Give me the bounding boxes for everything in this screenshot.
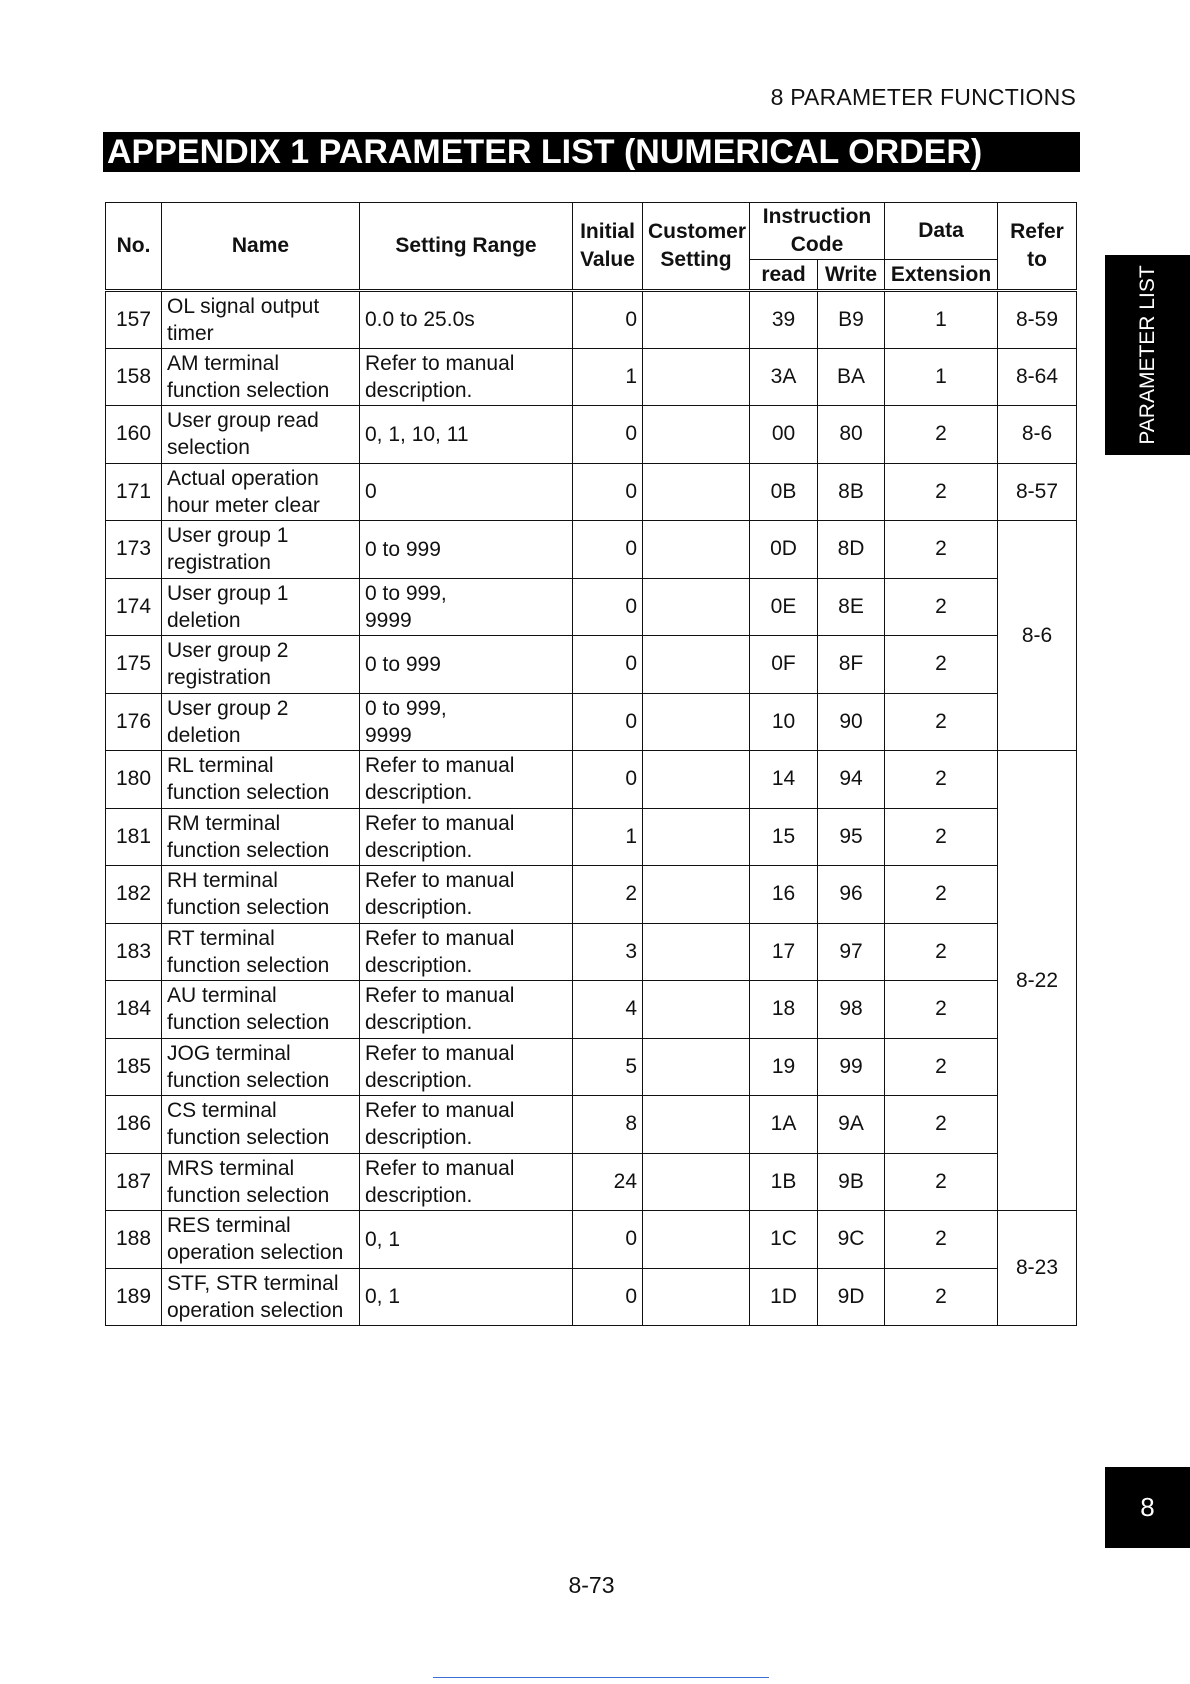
cell-setting-range: 0, 1 bbox=[360, 1268, 573, 1326]
cell-customer-setting bbox=[643, 406, 750, 464]
cell-read-code: 16 bbox=[750, 866, 818, 924]
cell-refer-to: 8-57 bbox=[998, 463, 1077, 521]
cell-data-extension: 2 bbox=[885, 751, 998, 809]
header-data: Data bbox=[885, 203, 998, 260]
cell-name: User group read selection bbox=[162, 406, 360, 464]
cell-customer-setting bbox=[643, 866, 750, 924]
cell-setting-range: 0 bbox=[360, 463, 573, 521]
cell-read-code: 18 bbox=[750, 981, 818, 1039]
cell-write-code: BA bbox=[818, 348, 885, 406]
cell-data-extension: 1 bbox=[885, 291, 998, 349]
cell-setting-range: 0.0 to 25.0s bbox=[360, 291, 573, 349]
cell-initial-value: 5 bbox=[573, 1038, 643, 1096]
cell-initial-value: 4 bbox=[573, 981, 643, 1039]
cell-write-code: 8B bbox=[818, 463, 885, 521]
cell-write-code: 9C bbox=[818, 1211, 885, 1269]
cell-refer-to: 8-23 bbox=[998, 1211, 1077, 1326]
table-row bbox=[106, 463, 1077, 521]
cell-customer-setting bbox=[643, 981, 750, 1039]
cell-name: OL signal output timer bbox=[162, 291, 360, 349]
table-row bbox=[106, 866, 1077, 924]
cell-name: STF, STR terminal operation selection bbox=[162, 1268, 360, 1326]
cell-no: 189 bbox=[106, 1268, 162, 1326]
cell-write-code: 95 bbox=[818, 808, 885, 866]
cell-write-code: 94 bbox=[818, 751, 885, 809]
cell-data-extension: 2 bbox=[885, 1268, 998, 1326]
table-row bbox=[106, 1038, 1077, 1096]
table-row bbox=[106, 1096, 1077, 1154]
cell-refer-to: 8-22 bbox=[998, 751, 1077, 1211]
cell-data-extension: 2 bbox=[885, 1038, 998, 1096]
cell-data-extension: 1 bbox=[885, 348, 998, 406]
cell-data-extension: 2 bbox=[885, 693, 998, 751]
cell-write-code: 8D bbox=[818, 521, 885, 579]
cell-customer-setting bbox=[643, 578, 750, 636]
cell-name: AU terminal function selection bbox=[162, 981, 360, 1039]
cell-data-extension: 2 bbox=[885, 1096, 998, 1154]
cell-read-code: 0F bbox=[750, 636, 818, 694]
cell-initial-value: 0 bbox=[573, 291, 643, 349]
table-row bbox=[106, 636, 1077, 694]
cell-initial-value: 0 bbox=[573, 406, 643, 464]
header-no: No. bbox=[106, 203, 162, 291]
cell-data-extension: 2 bbox=[885, 923, 998, 981]
cell-setting-range: 0 to 999 bbox=[360, 636, 573, 694]
cell-initial-value: 0 bbox=[573, 1211, 643, 1269]
parameter-table bbox=[105, 202, 1077, 1326]
cell-setting-range: Refer to manual description. bbox=[360, 348, 573, 406]
cell-no: 180 bbox=[106, 751, 162, 809]
cell-customer-setting bbox=[643, 1038, 750, 1096]
cell-read-code: 3A bbox=[750, 348, 818, 406]
cell-no: 182 bbox=[106, 866, 162, 924]
cell-initial-value: 24 bbox=[573, 1153, 643, 1211]
table-row bbox=[106, 693, 1077, 751]
cell-name: User group 1 deletion bbox=[162, 578, 360, 636]
cell-setting-range: 0 to 999, 9999 bbox=[360, 693, 573, 751]
cell-setting-range: Refer to manual description. bbox=[360, 1038, 573, 1096]
cell-read-code: 1A bbox=[750, 1096, 818, 1154]
cell-name: RES terminal operation selection bbox=[162, 1211, 360, 1269]
cell-customer-setting bbox=[643, 291, 750, 349]
cell-initial-value: 0 bbox=[573, 463, 643, 521]
cell-customer-setting bbox=[643, 463, 750, 521]
cell-data-extension: 2 bbox=[885, 406, 998, 464]
cell-initial-value: 0 bbox=[573, 578, 643, 636]
cell-customer-setting bbox=[643, 1268, 750, 1326]
cell-data-extension: 2 bbox=[885, 808, 998, 866]
running-header: 8 PARAMETER FUNCTIONS bbox=[770, 84, 1076, 110]
table-row bbox=[106, 808, 1077, 866]
cell-setting-range: Refer to manual description. bbox=[360, 923, 573, 981]
cell-data-extension: 2 bbox=[885, 636, 998, 694]
cell-write-code: 9D bbox=[818, 1268, 885, 1326]
cell-read-code: 0E bbox=[750, 578, 818, 636]
cell-initial-value: 0 bbox=[573, 693, 643, 751]
cell-setting-range: 0 to 999 bbox=[360, 521, 573, 579]
cell-setting-range: Refer to manual description. bbox=[360, 808, 573, 866]
cell-read-code: 14 bbox=[750, 751, 818, 809]
cell-initial-value: 3 bbox=[573, 923, 643, 981]
cell-no: 157 bbox=[106, 291, 162, 349]
cell-name: User group 2 registration bbox=[162, 636, 360, 694]
cell-data-extension: 2 bbox=[885, 866, 998, 924]
cell-no: 171 bbox=[106, 463, 162, 521]
cell-read-code: 17 bbox=[750, 923, 818, 981]
cell-setting-range: 0 to 999, 9999 bbox=[360, 578, 573, 636]
cell-no: 183 bbox=[106, 923, 162, 981]
cell-name: RM terminal function selection bbox=[162, 808, 360, 866]
cell-write-code: 8E bbox=[818, 578, 885, 636]
cell-name: JOG terminal function selection bbox=[162, 1038, 360, 1096]
cell-read-code: 15 bbox=[750, 808, 818, 866]
table-row bbox=[106, 751, 1077, 809]
cell-customer-setting bbox=[643, 636, 750, 694]
cell-setting-range: Refer to manual description. bbox=[360, 981, 573, 1039]
cell-read-code: 1D bbox=[750, 1268, 818, 1326]
cell-no: 187 bbox=[106, 1153, 162, 1211]
header-initial-value: Initial Value bbox=[573, 203, 643, 291]
cell-write-code: 80 bbox=[818, 406, 885, 464]
cell-no: 184 bbox=[106, 981, 162, 1039]
cell-data-extension: 2 bbox=[885, 1153, 998, 1211]
cell-no: 173 bbox=[106, 521, 162, 579]
cell-customer-setting bbox=[643, 1153, 750, 1211]
table-row bbox=[106, 406, 1077, 464]
table-row bbox=[106, 348, 1077, 406]
cell-write-code: 98 bbox=[818, 981, 885, 1039]
cell-refer-to: 8-59 bbox=[998, 291, 1077, 349]
cell-customer-setting bbox=[643, 348, 750, 406]
cell-no: 188 bbox=[106, 1211, 162, 1269]
cell-no: 176 bbox=[106, 693, 162, 751]
cell-read-code: 1B bbox=[750, 1153, 818, 1211]
cell-customer-setting bbox=[643, 923, 750, 981]
cell-no: 175 bbox=[106, 636, 162, 694]
page-number: 8-73 bbox=[568, 1572, 615, 1598]
page-title: APPENDIX 1 PARAMETER LIST (NUMERICAL ORDER) bbox=[103, 132, 1080, 172]
cell-initial-value: 0 bbox=[573, 1268, 643, 1326]
cell-setting-range: 0, 1, 10, 11 bbox=[360, 406, 573, 464]
cell-initial-value: 1 bbox=[573, 348, 643, 406]
footer-divider bbox=[433, 1677, 769, 1678]
cell-name: User group 2 deletion bbox=[162, 693, 360, 751]
cell-read-code: 10 bbox=[750, 693, 818, 751]
cell-data-extension: 2 bbox=[885, 578, 998, 636]
cell-refer-to: 8-6 bbox=[998, 521, 1077, 751]
cell-write-code: 97 bbox=[818, 923, 885, 981]
cell-initial-value: 8 bbox=[573, 1096, 643, 1154]
cell-customer-setting bbox=[643, 1096, 750, 1154]
cell-no: 186 bbox=[106, 1096, 162, 1154]
header-instruction-code: Instruction Code bbox=[750, 203, 885, 260]
header-extension: Extension bbox=[885, 260, 998, 291]
cell-name: AM terminal function selection bbox=[162, 348, 360, 406]
table-row bbox=[106, 578, 1077, 636]
cell-initial-value: 0 bbox=[573, 521, 643, 579]
table-row bbox=[106, 521, 1077, 579]
section-side-tab bbox=[1105, 255, 1190, 455]
cell-name: CS terminal function selection bbox=[162, 1096, 360, 1154]
cell-write-code: B9 bbox=[818, 291, 885, 349]
cell-data-extension: 2 bbox=[885, 981, 998, 1039]
cell-data-extension: 2 bbox=[885, 1211, 998, 1269]
cell-name: Actual operation hour meter clear bbox=[162, 463, 360, 521]
cell-setting-range: Refer to manual description. bbox=[360, 1096, 573, 1154]
section-side-tab-label: PARAMETER LIST bbox=[1135, 265, 1159, 445]
header-refer-to: Refer to bbox=[998, 203, 1077, 291]
cell-initial-value: 2 bbox=[573, 866, 643, 924]
cell-data-extension: 2 bbox=[885, 463, 998, 521]
cell-read-code: 19 bbox=[750, 1038, 818, 1096]
cell-initial-value: 1 bbox=[573, 808, 643, 866]
cell-name: RL terminal function selection bbox=[162, 751, 360, 809]
table-row bbox=[106, 1211, 1077, 1269]
cell-data-extension: 2 bbox=[885, 521, 998, 579]
header-name: Name bbox=[162, 203, 360, 291]
cell-name: RH terminal function selection bbox=[162, 866, 360, 924]
cell-write-code: 9B bbox=[818, 1153, 885, 1211]
cell-customer-setting bbox=[643, 808, 750, 866]
cell-write-code: 90 bbox=[818, 693, 885, 751]
cell-write-code: 99 bbox=[818, 1038, 885, 1096]
cell-setting-range: 0, 1 bbox=[360, 1211, 573, 1269]
cell-read-code: 0B bbox=[750, 463, 818, 521]
cell-customer-setting bbox=[643, 693, 750, 751]
table-row bbox=[106, 291, 1077, 349]
table-row bbox=[106, 1268, 1077, 1326]
cell-write-code: 9A bbox=[818, 1096, 885, 1154]
table-row bbox=[106, 1153, 1077, 1211]
table-row bbox=[106, 981, 1077, 1039]
header-read: read bbox=[750, 260, 818, 291]
cell-name: RT terminal function selection bbox=[162, 923, 360, 981]
cell-write-code: 8F bbox=[818, 636, 885, 694]
cell-setting-range: Refer to manual description. bbox=[360, 866, 573, 924]
cell-customer-setting bbox=[643, 751, 750, 809]
cell-no: 181 bbox=[106, 808, 162, 866]
header-write: Write bbox=[818, 260, 885, 291]
cell-read-code: 1C bbox=[750, 1211, 818, 1269]
cell-no: 185 bbox=[106, 1038, 162, 1096]
header-customer-setting: Customer Setting bbox=[643, 203, 750, 291]
cell-initial-value: 0 bbox=[573, 751, 643, 809]
table-row bbox=[106, 923, 1077, 981]
cell-customer-setting bbox=[643, 521, 750, 579]
cell-refer-to: 8-64 bbox=[998, 348, 1077, 406]
cell-name: MRS terminal function selection bbox=[162, 1153, 360, 1211]
cell-read-code: 0D bbox=[750, 521, 818, 579]
cell-setting-range: Refer to manual description. bbox=[360, 1153, 573, 1211]
cell-customer-setting bbox=[643, 1211, 750, 1269]
cell-no: 158 bbox=[106, 348, 162, 406]
cell-no: 160 bbox=[106, 406, 162, 464]
cell-write-code: 96 bbox=[818, 866, 885, 924]
parameter-rows bbox=[106, 291, 1077, 1326]
header-setting-range: Setting Range bbox=[360, 203, 573, 291]
chapter-tab: 8 bbox=[1105, 1467, 1190, 1548]
cell-read-code: 00 bbox=[750, 406, 818, 464]
cell-initial-value: 0 bbox=[573, 636, 643, 694]
cell-name: User group 1 registration bbox=[162, 521, 360, 579]
cell-setting-range: Refer to manual description. bbox=[360, 751, 573, 809]
cell-refer-to: 8-6 bbox=[998, 406, 1077, 464]
cell-read-code: 39 bbox=[750, 291, 818, 349]
cell-no: 174 bbox=[106, 578, 162, 636]
